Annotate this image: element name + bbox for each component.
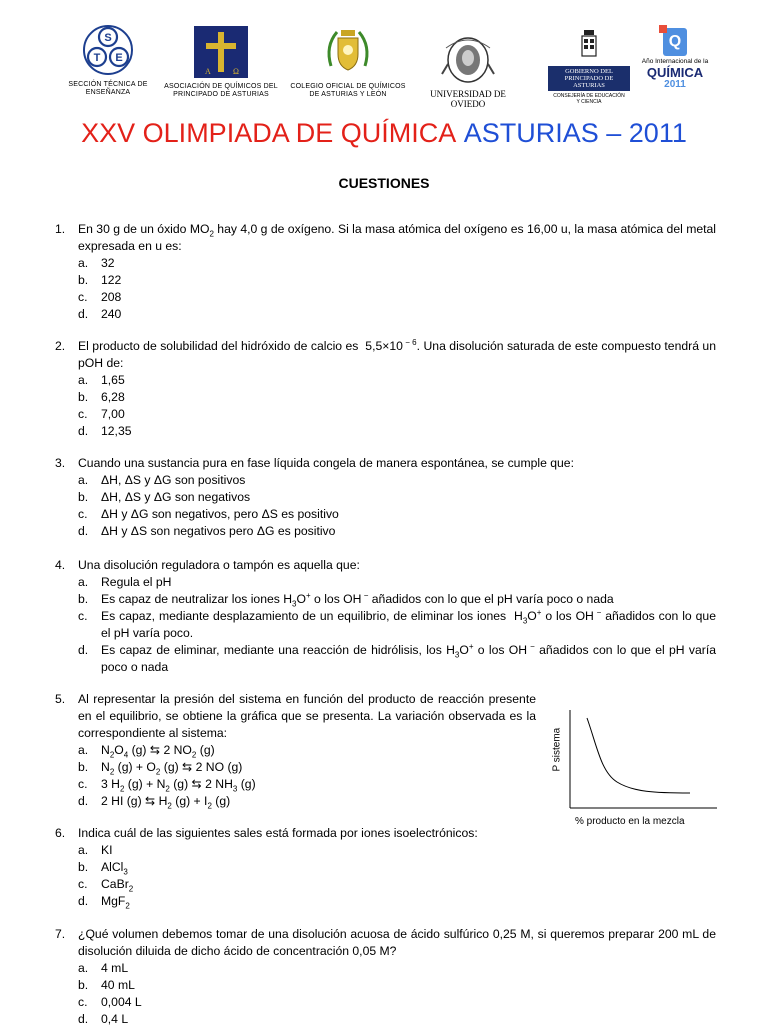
- question-number: 7.: [55, 927, 66, 941]
- option-c: c. 208: [78, 290, 122, 304]
- gob-line-2: PRINCIPADO DE ASTURIAS: [564, 75, 614, 89]
- question-number: 1.: [55, 222, 66, 236]
- option-d: d. ΔH y ΔS son negativos pero ΔG es positivo: [78, 524, 336, 538]
- question-3: [55, 455, 716, 540]
- option-b: b. 122: [78, 273, 122, 287]
- ste-letter-s: S: [104, 32, 112, 44]
- option-b: b. 6,28: [78, 390, 125, 404]
- coat-of-arms-icon: [323, 26, 373, 78]
- question-stem: En 30 g de un óxido $MO_2$ hay 4,0 g de oxígeno. Si la masa atómica del oxígeno es 16,00 u, la masa atómica del metal expresada en u es:: [78, 222, 716, 253]
- options-list: [78, 574, 716, 676]
- options-list: [78, 960, 716, 1028]
- section-title: CUESTIONES: [338, 175, 430, 191]
- question-stem: ¿Qué volumen debemos tomar de una disolución acuosa de ácido sulfúrico 0,25 M, si queremos preparar 200 mL de disolución diluida de dicho ácido de concentración 0,05 M?: [78, 927, 716, 958]
- option-d: d. 2 HI (g) ⇆ $H_2$ $(g) + I_2$ (g): [78, 794, 231, 811]
- question-number: 4.: [55, 558, 66, 572]
- gob-line-4: Y CIENCIA: [576, 99, 602, 105]
- question-7: [55, 926, 716, 1028]
- option-d: d. 240: [78, 307, 122, 321]
- ste-letter-e: E: [115, 52, 123, 64]
- option-b: b. ΔH, ΔS y ΔG son negativos: [78, 490, 251, 504]
- coq-caption-1: COLEGIO OFICIAL DE QUÍMICOS: [290, 83, 406, 90]
- option-c: c. ΔH y ΔG son negativos, pero ΔS es positivo: [78, 507, 339, 521]
- chart-plot: [545, 706, 720, 811]
- ste-caption-2: ENSEÑANZA: [85, 89, 131, 96]
- option-c: c. 7,00: [78, 407, 125, 421]
- crown-shield-icon: [579, 30, 599, 58]
- aqpa-caption-1: ASOCIACIÓN DE QUÍMICOS DEL: [164, 83, 278, 90]
- svg-text:A: A: [205, 67, 211, 76]
- gob-line-3: CONSEJERÍA DE EDUCACIÓN: [553, 93, 625, 99]
- aiq-line-3: 2011: [664, 79, 686, 90]
- question-stem: Cuando una sustancia pura en fase líquida congela de manera espontánea, se cumple que:: [78, 456, 574, 470]
- question-number: 5.: [55, 692, 66, 706]
- ste-letter-t: T: [93, 52, 101, 64]
- ste-emblem-icon: [78, 24, 138, 76]
- question-1: [55, 221, 716, 323]
- option-d: d. Es capaz de eliminar, mediante una reacción de hidrólisis, los $H_3O^+$ o los OH − añadidos con lo que el pH varía poco o nada: [78, 641, 716, 674]
- options-list: [78, 842, 716, 910]
- option-b: b. Es capaz de neutralizar los iones $H_3O^+$ o los OH − añadidos con lo que el pH varía poco o nada: [78, 590, 614, 609]
- ste-caption-1: SECCIÓN TÉCNICA DE: [68, 81, 148, 88]
- options-list: [78, 255, 716, 323]
- aiq-badge-letter: Q: [668, 33, 682, 50]
- uniovi-name: UNIVERSIDAD DE OVIEDO: [430, 89, 506, 109]
- question-4: [55, 557, 716, 676]
- logo-ste: [62, 24, 154, 97]
- aiq-line-2: QUÍMICA: [646, 65, 704, 80]
- chart-y-label: P sistema: [551, 727, 563, 772]
- question-stem: Al representar la presión del sistema en función del producto de reacción presente en el equilibrio, se obtiene la gráfica que se presenta. La variación observada es la correspondiente al sistema:: [78, 692, 536, 740]
- gob-box: [548, 66, 630, 91]
- title-olimpiada: XXV OLIMPIADA DE QUÍMICA: [81, 118, 457, 148]
- question-number: 2.: [55, 339, 66, 353]
- option-a: a. 4 mL: [78, 961, 129, 975]
- logo-aqpa: [160, 26, 282, 99]
- option-a: a. 1,65: [78, 373, 125, 387]
- question-number: 6.: [55, 826, 66, 840]
- option-d: d. MgF$_2$: [78, 894, 130, 911]
- logo-uniovi: [420, 34, 516, 109]
- options-list: [78, 372, 716, 440]
- logo-gobierno: [548, 30, 630, 105]
- option-a: a. $N_2O_4$ (g) ⇆ 2 $NO_2$ (g): [78, 743, 215, 760]
- aqpa-caption-2: PRINCIPADO DE ASTURIAS: [173, 91, 269, 98]
- options-list: [78, 472, 716, 540]
- aiq-badge-icon: [663, 28, 687, 56]
- question-6: [55, 825, 716, 910]
- victory-cross-icon: [194, 26, 248, 78]
- page-title: [0, 116, 768, 150]
- pressure-curve: [587, 718, 690, 793]
- title-asturias: ASTURIAS – 2011: [463, 118, 687, 148]
- chart-x-label: % producto en la mezcla: [575, 816, 685, 827]
- logo-banner: [0, 0, 768, 110]
- option-c: c. 0,004 L: [78, 995, 142, 1009]
- option-c: c. Es capaz, mediante desplazamiento de un equilibrio, de eliminar los iones $H_3O^+$ o los OH − añadidos con lo que el pH varía poco.: [78, 607, 716, 640]
- aiq-line-1: Año Internacional de la: [641, 58, 709, 65]
- option-b: b. $N_2$ $(g) + O_2$ (g) ⇆ 2 NO (g): [78, 760, 243, 777]
- coq-caption-2: DE ASTURIAS Y LEÓN: [309, 91, 387, 98]
- option-a: a. 32: [78, 256, 115, 270]
- option-d: d. 0,4 L: [78, 1012, 129, 1026]
- question-stem: Indica cuál de las siguientes sales está formada por iones isoelectrónicos:: [78, 826, 478, 840]
- option-d: d. 12,35: [78, 424, 132, 438]
- question-5: [55, 691, 536, 810]
- university-seal-icon: [438, 34, 498, 84]
- options-list: [78, 742, 536, 810]
- option-a: a. KI: [78, 843, 113, 857]
- option-b: b. AlCl$_3$: [78, 860, 128, 877]
- logo-aiq: [638, 28, 712, 90]
- question-2: [55, 338, 716, 440]
- option-c: c. 3 $H_2$ $(g) + N_2$ (g) ⇆ 2 $NH_3$ (g): [78, 777, 256, 794]
- gob-line-1: GOBIERNO DEL: [565, 68, 613, 75]
- question-number: 3.: [55, 456, 66, 470]
- question-stem: Una disolución reguladora o tampón es aquella que:: [78, 558, 360, 572]
- svg-text:Ω: Ω: [233, 67, 239, 76]
- logo-coq: [286, 26, 410, 99]
- option-a: a. Regula el pH: [78, 575, 172, 589]
- option-a: a. ΔH, ΔS y ΔG son positivos: [78, 473, 246, 487]
- option-b: b. 40 mL: [78, 978, 135, 992]
- pressure-chart: [545, 706, 720, 831]
- option-c: c. CaBr$_2$: [78, 877, 134, 894]
- question-stem: El producto de solubilidad del hidróxido de calcio es 5,5×10 $^{- 6}$. Una disolución saturada de este compuesto tendrá un pOH de:: [78, 337, 716, 370]
